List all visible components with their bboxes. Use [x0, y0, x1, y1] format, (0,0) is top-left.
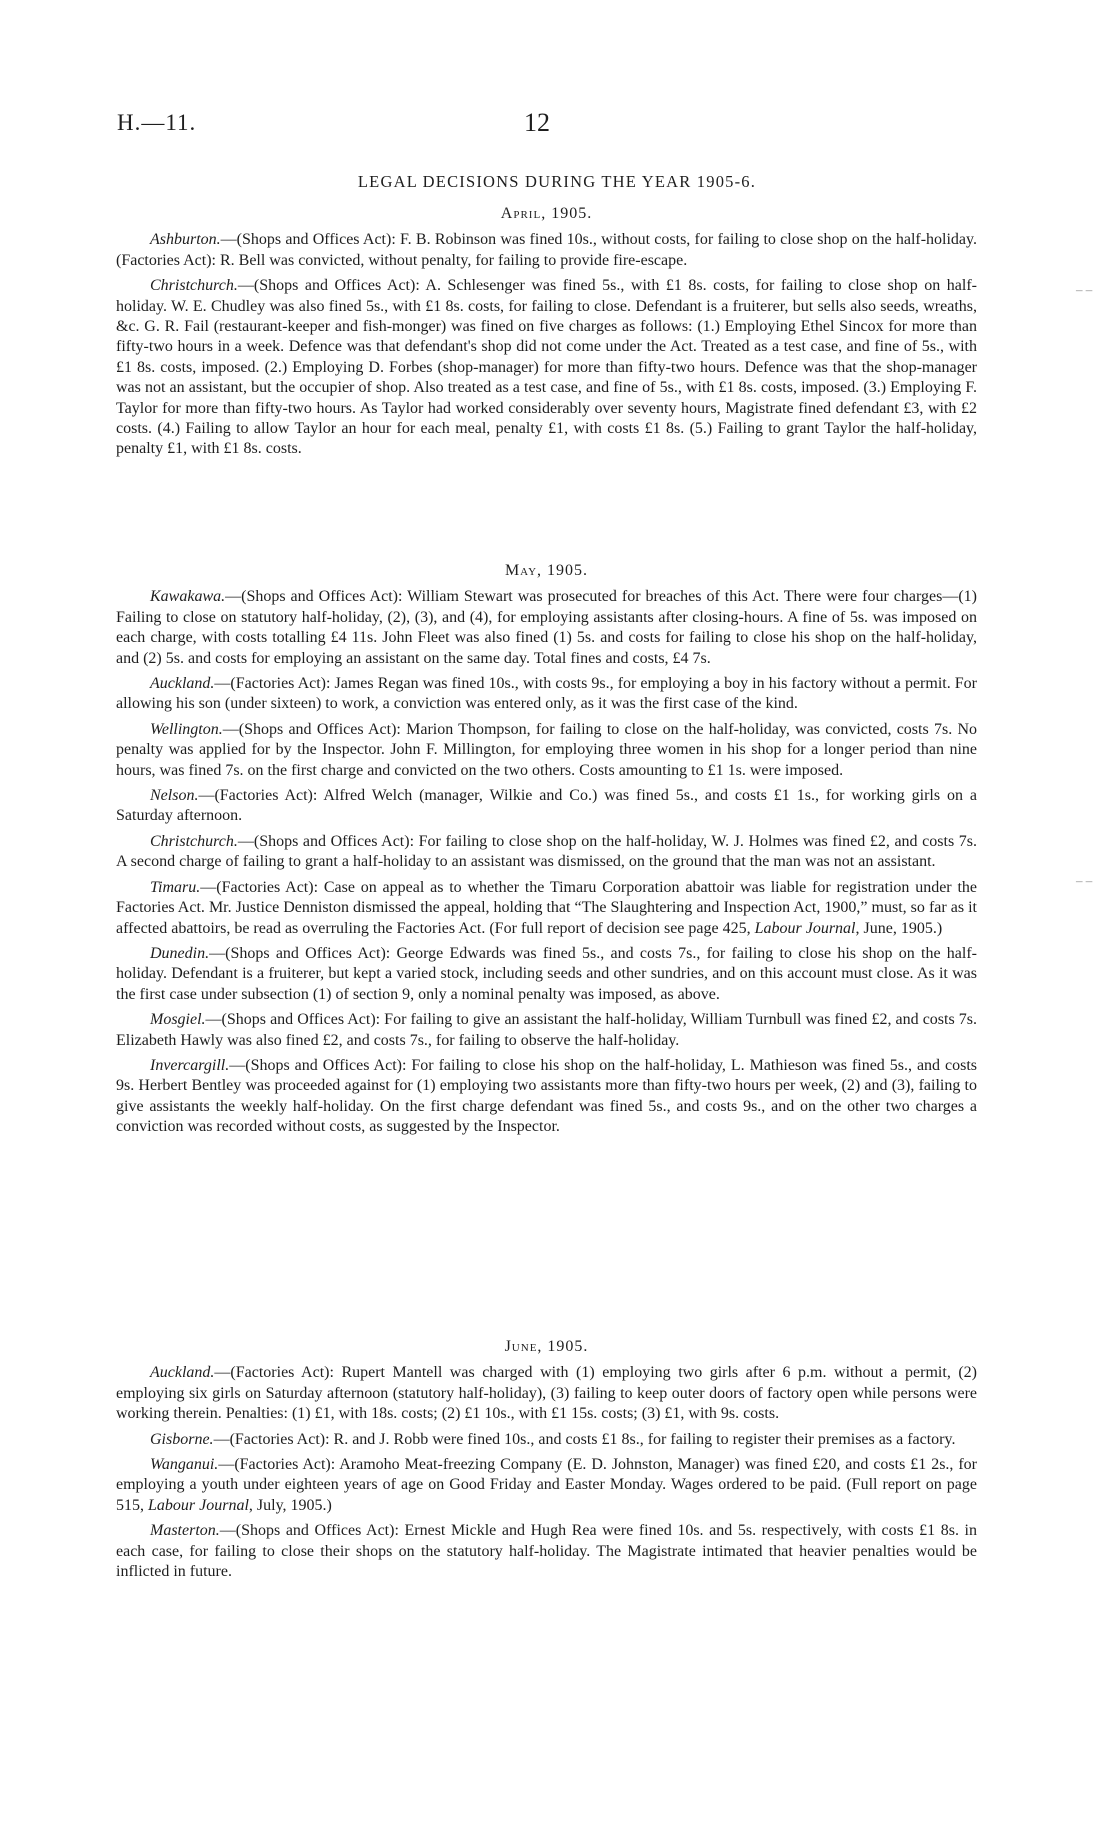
page-title: LEGAL DECISIONS DURING THE YEAR 1905-6. — [357, 172, 757, 191]
entry-paragraph — [116, 720, 977, 781]
entry-place: Auckland. — [150, 675, 215, 693]
entry-place: Invercargill. — [150, 1056, 230, 1074]
entry-text: —(Shops and Offices Act): Marion Thompson, for failing to close on the half-holiday, was convicted, costs 7s. No penalty was applied for by the Inspector. John F. Millington, for employing three women in his shop for a longer period than nine hours, was fined 7s. on the first charge and convicted on the two others. Costs amounting to £1 1s. were imposed. — [116, 720, 977, 779]
entry-text: —(Shops and Offices Act): A. Schlesenger was fined 5s., with £1 8s. costs, for failing to close shop on half-holiday. W. E. Chudley was also fined 5s., with £1 8s. costs, for failing to close. Defendant is a fruiterer, but sells also seeds, wreaths, &c. G. R. Fail (restaurant-keeper and fish-monger) was fined on five charges as follows: (1.) Employing Ethel Sincox for more than fifty-two hours in a week. Defence was that defendant's shop did not come under the Act. Treated as a test case, and fine of 5s., with £1 8s. costs, imposed. (2.) Employing D. Forbes (shop-manager) for more than fifty-two hours. Defence was that the shop-manager was not an assistant, but the occupier of shop. Also treated as a test case, and fine of 5s., with £1 8s. costs, imposed. (3.) Employing F. Taylor for more than fifty-two hours. As Taylor had worked considerably over seventy hours, Magistrate fined defendant £3, with £2 costs. (4.) Failing to allow Taylor an hour for each meal, penalty £1, with costs £1 8s. (5.) Failing to grant Taylor the half-holiday, penalty £1, with £1 8s. costs. — [116, 277, 977, 458]
entry-place: Masterton. — [150, 1522, 220, 1540]
entry-place: Kawakawa. — [150, 588, 226, 606]
entry-text-tail: , July, 1905.) — [248, 1496, 332, 1514]
section-june — [116, 1337, 977, 1587]
entry-place: Gisborne. — [150, 1430, 214, 1448]
entry-place: Nelson. — [150, 787, 199, 805]
margin-mark-icon: – – — [1076, 282, 1093, 297]
month-heading: June, 1905. — [504, 1338, 589, 1355]
journal-title: Labour Journal — [754, 919, 856, 937]
entry-place: Wellington. — [150, 720, 223, 738]
entry-paragraph — [116, 1056, 977, 1138]
entry-text: —(Shops and Offices Act): For failing to close shop on the half-holiday, W. J. Holmes was fined £2, and costs 7s. A second charge of failing to grant a half-holiday to an assistant was dismissed, on the ground that the man was not an assistant. — [116, 832, 977, 871]
entry-place: Mosgiel. — [150, 1011, 206, 1029]
entry-place: Auckland. — [150, 1364, 215, 1382]
entry-paragraph — [116, 1010, 977, 1051]
margin-mark-icon: – – — [1076, 873, 1093, 888]
entry-text: —(Factories Act): Rupert Mantell was charged with (1) employing two girls after 6 p.m. without a permit, (2) employing six girls on Saturday afternoon (statutory half-holiday), (3) failing to keep outer doors of factory open while persons were working therein. Penalties: (1) £1, with 18s. costs; (2) £1 10s., with £1 15s. costs; (3) £1, with 9s. costs. — [116, 1364, 977, 1423]
entry-paragraph — [116, 832, 977, 873]
entry-paragraph — [116, 1455, 977, 1516]
entry-paragraph — [116, 1521, 977, 1582]
entry-text: —(Factories Act): Case on appeal as to whether the Timaru Corporation abattoir was liable for registration under the Factories Act. Mr. Justice Denniston dismissed the appeal, holding that “The Slaughtering and Inspection Act, 1900,” must, so far as it affected abattoirs, be read as overruling the Factories Act. (For full report of decision see page 425, — [116, 878, 977, 937]
entry-text: —(Shops and Offices Act): George Edwards was fined 5s., and costs 7s., for failing to close his shop on the half-holiday. Defendant is a fruiterer, but kept a varied stock, including seeds and other sundries, and on this account must close. As it was the first case under subsection (1) of section 9, only a nominal penalty was imposed, as above. — [116, 944, 977, 1003]
entry-paragraph — [116, 587, 977, 669]
entry-paragraph — [116, 1430, 977, 1450]
entry-paragraph — [116, 878, 977, 939]
entry-paragraph — [116, 674, 977, 715]
entry-text: —(Factories Act): Alfred Welch (manager, Wilkie and Co.) was fined 5s., and costs £1 1s., for working girls on a Saturday afternoon. — [116, 787, 977, 825]
entry-place: Wanganui. — [150, 1456, 219, 1474]
entry-place: Ashburton. — [150, 231, 221, 249]
journal-title: Labour Journal — [148, 1496, 249, 1514]
entry-paragraph — [116, 1363, 977, 1424]
section-april — [116, 204, 977, 465]
document-reference: H.—11. — [117, 110, 197, 135]
entry-text: —(Shops and Offices Act): F. B. Robinson was fined 10s., without costs, for failing to close shop on the half-holiday. (Factories Act): R. Bell was convicted, without penalty, for failing to provide fire-escape. — [116, 231, 977, 269]
entry-text-tail: , June, 1905.) — [855, 919, 943, 937]
section-may — [116, 561, 977, 1143]
month-heading: April, 1905. — [500, 205, 593, 222]
entry-place: Dunedin. — [150, 944, 210, 962]
page-number: 12 — [524, 108, 550, 137]
entry-text: —(Shops and Offices Act): Ernest Mickle and Hugh Rea were fined 10s. and 5s. respectively, with costs £1 8s. in each case, for failing to close their shops on the statutory half-holiday. The Magistrate intimated that heavier penalties would be inflicted in future. — [116, 1522, 977, 1581]
entry-text: —(Shops and Offices Act): For failing to close his shop on the half-holiday, L. Mathieson was fined 5s., and costs 9s. Herbert Bentley was proceeded against for (1) employing two assistants more than fifty-two hours per week, (2) and (3), failing to give assistants the weekly half-holiday. On the first charge defendant was fined 5s., and costs 9s., and on the other two charges a conviction was recorded without costs, as suggested by the Inspector. — [116, 1056, 977, 1136]
entry-paragraph — [116, 786, 977, 827]
entry-place: Christchurch. — [150, 832, 238, 850]
month-heading: May, 1905. — [504, 562, 589, 579]
entry-text: —(Shops and Offices Act): William Stewart was prosecuted for breaches of this Act. There were four charges—(1) Failing to close on statutory half-holiday, (2), (3), and (4), for employing assistants after closing-hours. A fine of 5s. was imposed on each charge, with costs totalling £4 11s. John Fleet was also fined (1) 5s. and costs for failing to close his shop on the half-holiday, and (2) 5s. and costs for employing an assistant on the same day. Total fines and costs, £4 7s. — [116, 588, 977, 667]
entry-text: —(Factories Act): R. and J. Robb were fined 10s., and costs £1 8s., for failing to register their premises as a factory. — [213, 1430, 956, 1448]
entry-place: Timaru. — [150, 878, 201, 896]
entry-text: —(Shops and Offices Act): For failing to give an assistant the half-holiday, William Turnbull was fined £2, and costs 7s. Elizabeth Hawly was also fined £2, and costs 7s., for failing to observe the half-holiday. — [116, 1011, 977, 1049]
entry-place: Christchurch. — [150, 277, 238, 295]
entry-text: —(Factories Act): James Regan was fined 10s., with costs 9s., for employing a boy in his factory without a permit. For allowing his son (under sixteen) to work, a conviction was entered only, as it was the first case of the kind. — [116, 675, 977, 713]
entry-paragraph — [116, 230, 977, 271]
entry-paragraph — [116, 276, 977, 460]
entry-text: —(Factories Act): Aramoho Meat-freezing Company (E. D. Johnston, Manager) was fined £20, and costs £1 2s., for employing a youth under eighteen years of age on Good Friday and Easter Monday. Wages ordered to be paid. (Full report on page 515, — [116, 1456, 977, 1514]
entry-paragraph — [116, 944, 977, 1005]
